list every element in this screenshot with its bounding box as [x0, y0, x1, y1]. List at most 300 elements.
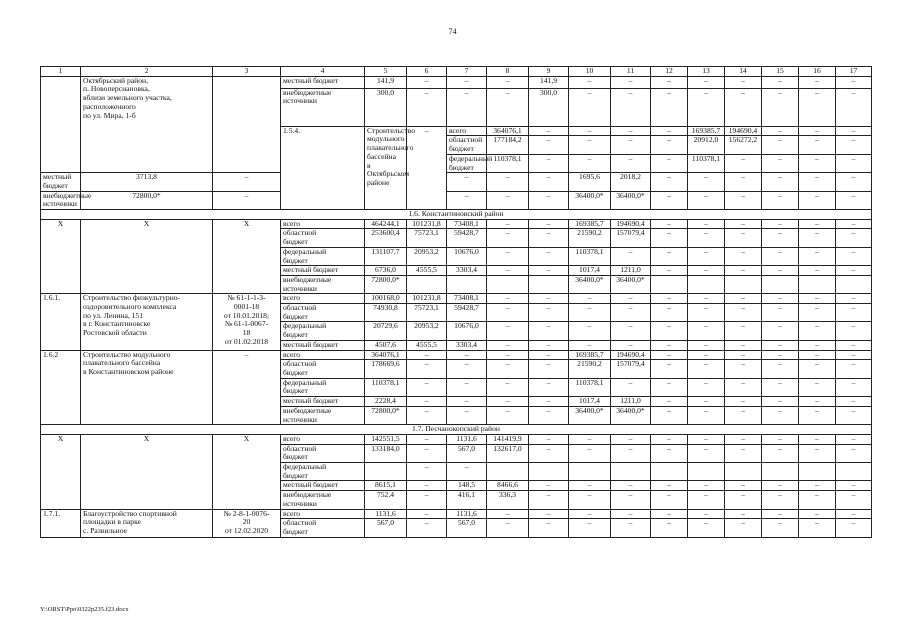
amount-cell: 364076,1	[365, 350, 407, 360]
amount-cell: –	[762, 76, 799, 88]
document-ref: № 2-8-1-0076- 20 от 12.02.2020	[213, 509, 281, 537]
amount-cell: –	[836, 247, 872, 265]
amount-cell: –	[725, 191, 762, 209]
amount-cell: 20912,0	[688, 136, 725, 154]
amount-cell: –	[611, 322, 651, 340]
document-ref: –	[213, 350, 281, 425]
amount-cell: –	[487, 229, 529, 247]
amount-cell: –	[529, 378, 569, 396]
amount-cell: 1131,6	[365, 509, 407, 519]
amount-cell: 141,9	[529, 76, 569, 88]
amount-cell: –	[529, 397, 569, 407]
amount-cell: 131107,7	[365, 247, 407, 265]
amount-cell: –	[799, 304, 836, 322]
amount-cell: –	[799, 294, 836, 304]
amount-cell: –	[447, 191, 487, 209]
amount-cell: –	[447, 406, 487, 424]
amount-cell: –	[529, 340, 569, 350]
amount-cell: –	[651, 76, 688, 88]
amount-cell: 6736,0	[365, 266, 407, 276]
amount-cell: –	[725, 229, 762, 247]
amount-cell: –	[762, 397, 799, 407]
column-number: 5	[365, 67, 407, 77]
amount-cell: –	[651, 397, 688, 407]
funding-source: всего	[281, 509, 365, 519]
amount-cell	[799, 463, 836, 481]
amount-cell: –	[688, 229, 725, 247]
amount-cell: –	[611, 247, 651, 265]
amount-cell: –	[651, 126, 688, 136]
item-number: 1.7.1.	[41, 509, 81, 537]
amount-cell: –	[836, 350, 872, 360]
amount-cell: –	[569, 322, 611, 340]
amount-cell: –	[407, 519, 447, 537]
amount-cell: –	[569, 434, 611, 444]
funding-source: всего	[447, 126, 487, 136]
amount-cell: 2018,2	[611, 173, 651, 191]
amount-cell: –	[688, 76, 725, 88]
amount-cell: –	[762, 360, 799, 378]
amount-cell: 364076,1	[487, 126, 529, 136]
amount-cell: –	[836, 322, 872, 340]
amount-cell: –	[762, 509, 799, 519]
amount-cell	[365, 463, 407, 481]
amount-cell: 72800,0*	[365, 406, 407, 424]
amount-cell: –	[529, 247, 569, 265]
amount-cell: –	[611, 434, 651, 444]
amount-cell: –	[836, 304, 872, 322]
amount-cell: 1211,0	[611, 397, 651, 407]
amount-cell: –	[836, 136, 872, 154]
amount-cell: 194690,4	[611, 350, 651, 360]
amount-cell: –	[651, 247, 688, 265]
amount-cell: 101231,8	[407, 294, 447, 304]
amount-cell: –	[725, 247, 762, 265]
table-row	[41, 191, 872, 209]
funding-source: внебюджетные источники	[281, 406, 365, 424]
amount-cell: –	[688, 219, 725, 229]
amount-cell: –	[611, 509, 651, 519]
column-number: 15	[762, 67, 799, 77]
amount-cell: –	[487, 219, 529, 229]
funding-source: областной бюджет	[281, 304, 365, 322]
amount-cell: –	[688, 304, 725, 322]
table-row	[41, 173, 872, 191]
funding-source: всего	[281, 294, 365, 304]
amount-cell: 169385,7	[569, 219, 611, 229]
amount-cell: 336,3	[487, 491, 529, 509]
amount-cell: –	[651, 304, 688, 322]
amount-cell: –	[611, 76, 651, 88]
amount-cell: 20729,6	[365, 322, 407, 340]
amount-cell: –	[447, 173, 487, 191]
amount-cell: –	[529, 136, 569, 154]
amount-cell: –	[447, 397, 487, 407]
amount-cell: –	[725, 509, 762, 519]
amount-cell: 1131,6	[447, 509, 487, 519]
item-number: Х	[41, 434, 81, 509]
amount-cell: –	[651, 322, 688, 340]
item-name: Х	[81, 219, 213, 294]
amount-cell: –	[651, 294, 688, 304]
table-row	[41, 350, 872, 360]
amount-cell: –	[407, 350, 447, 360]
amount-cell: 157079,4	[611, 360, 651, 378]
amount-cell: –	[688, 509, 725, 519]
budget-table	[40, 66, 872, 538]
amount-cell: –	[725, 519, 762, 537]
amount-cell: –	[529, 322, 569, 340]
amount-cell: –	[569, 304, 611, 322]
amount-cell: –	[725, 350, 762, 360]
amount-cell: 157079,4	[611, 229, 651, 247]
amount-cell: 72800,0*	[81, 191, 213, 209]
amount-cell: 132617,0	[487, 444, 529, 462]
amount-cell: –	[836, 154, 872, 172]
amount-cell: 4507,6	[365, 340, 407, 350]
amount-cell: 178669,6	[365, 360, 407, 378]
amount-cell: –	[407, 481, 447, 491]
amount-cell: –	[611, 136, 651, 154]
funding-source: местный бюджет	[281, 266, 365, 276]
amount-cell: –	[651, 519, 688, 537]
amount-cell: –	[688, 406, 725, 424]
amount-cell: –	[799, 136, 836, 154]
amount-cell: –	[688, 481, 725, 491]
column-number: 11	[611, 67, 651, 77]
amount-cell: –	[799, 434, 836, 444]
amount-cell: –	[762, 136, 799, 154]
amount-cell: –	[762, 322, 799, 340]
amount-cell: –	[651, 154, 688, 172]
table-row	[41, 434, 872, 444]
document-ref: Х	[213, 434, 281, 509]
amount-cell: –	[529, 434, 569, 444]
table-row	[41, 509, 872, 519]
amount-cell: –	[836, 397, 872, 407]
amount-cell: –	[688, 173, 725, 191]
amount-cell: 110378,1	[487, 154, 529, 172]
section-heading-row	[41, 425, 872, 435]
amount-cell: –	[569, 340, 611, 350]
amount-cell: –	[529, 219, 569, 229]
amount-cell: –	[487, 378, 529, 396]
amount-cell: 752,4	[365, 491, 407, 509]
amount-cell: –	[688, 378, 725, 396]
column-number: 17	[836, 67, 872, 77]
item-name: Октябрьский район, п. Новоперсиановка, вблизи земельного участка, расположенного по ул. Мира, 1-б	[81, 76, 213, 173]
amount-cell: –	[725, 481, 762, 491]
funding-source: областной бюджет	[447, 136, 487, 154]
amount-cell: 300,0	[365, 88, 407, 126]
amount-cell: –	[487, 266, 529, 276]
amount-cell: 156272,2	[725, 136, 762, 154]
amount-cell: –	[762, 491, 799, 509]
amount-cell: –	[651, 266, 688, 276]
funding-source: областной бюджет	[281, 444, 365, 462]
amount-cell: 20953,2	[407, 322, 447, 340]
amount-cell: –	[836, 519, 872, 537]
funding-source: внебюджетные источники	[41, 191, 81, 209]
amount-cell: –	[725, 491, 762, 509]
page-number: 74	[448, 27, 457, 36]
amount-cell: –	[651, 350, 688, 360]
amount-cell: –	[529, 350, 569, 360]
amount-cell: –	[799, 350, 836, 360]
amount-cell: 36400,0*	[611, 191, 651, 209]
file-path-footer: Y:\ORST\Ppo\0322p235.f23.docx	[40, 606, 129, 613]
amount-cell: –	[725, 360, 762, 378]
amount-cell: –	[487, 322, 529, 340]
amount-cell: –	[407, 76, 447, 88]
amount-cell: –	[447, 350, 487, 360]
amount-cell: 36400,0*	[611, 406, 651, 424]
amount-cell: 253600,4	[365, 229, 407, 247]
section-heading-row	[41, 210, 872, 220]
amount-cell	[529, 463, 569, 481]
column-number: 1	[41, 67, 81, 77]
amount-cell: 3713,8	[81, 173, 213, 191]
amount-cell: –	[529, 126, 569, 136]
amount-cell: –	[529, 304, 569, 322]
item-number: 1.6.1.	[41, 294, 81, 350]
amount-cell: –	[529, 294, 569, 304]
amount-cell: 21590,2	[569, 360, 611, 378]
amount-cell: –	[487, 294, 529, 304]
amount-cell: 567,0	[447, 519, 487, 537]
amount-cell: 100168,0	[365, 294, 407, 304]
amount-cell	[651, 463, 688, 481]
amount-cell: –	[529, 481, 569, 491]
amount-cell: –	[836, 509, 872, 519]
item-number	[41, 76, 81, 173]
amount-cell: –	[762, 88, 799, 126]
column-number: 10	[569, 67, 611, 77]
amount-cell: –	[762, 229, 799, 247]
amount-cell: –	[447, 360, 487, 378]
amount-cell: 3303,4	[447, 340, 487, 350]
amount-cell: –	[529, 406, 569, 424]
amount-cell: 110378,1	[688, 154, 725, 172]
amount-cell: 2228,4	[365, 397, 407, 407]
amount-cell: –	[836, 191, 872, 209]
amount-cell: –	[569, 519, 611, 537]
amount-cell: –	[799, 76, 836, 88]
item-name: Х	[81, 434, 213, 509]
amount-cell	[688, 275, 725, 293]
amount-cell: 8466,6	[487, 481, 529, 491]
amount-cell	[487, 275, 529, 293]
document-ref: –	[407, 126, 447, 209]
amount-cell: –	[611, 340, 651, 350]
amount-cell: –	[799, 340, 836, 350]
amount-cell: –	[487, 406, 529, 424]
amount-cell	[725, 275, 762, 293]
amount-cell: –	[487, 304, 529, 322]
amount-cell: –	[529, 154, 569, 172]
table-row	[41, 76, 872, 88]
amount-cell: –	[651, 191, 688, 209]
document-ref: № 61-1-1-3- 0001-18 от 10.01.2018; № 61-1-0067- 18 от 01.02.2018	[213, 294, 281, 350]
amount-cell: –	[529, 173, 569, 191]
document-ref: Х	[213, 219, 281, 294]
amount-cell: –	[762, 294, 799, 304]
amount-cell: –	[611, 88, 651, 126]
amount-cell: –	[569, 509, 611, 519]
amount-cell	[799, 275, 836, 293]
column-number: 9	[529, 67, 569, 77]
column-number: 12	[651, 67, 688, 77]
amount-cell	[569, 463, 611, 481]
amount-cell: –	[762, 304, 799, 322]
amount-cell: –	[447, 88, 487, 126]
amount-cell: –	[407, 509, 447, 519]
amount-cell	[651, 275, 688, 293]
amount-cell: –	[836, 434, 872, 444]
amount-cell: 141419,9	[487, 434, 529, 444]
amount-cell: –	[447, 378, 487, 396]
amount-cell: –	[529, 509, 569, 519]
amount-cell: –	[836, 126, 872, 136]
column-number: 3	[213, 67, 281, 77]
amount-cell: –	[725, 397, 762, 407]
amount-cell	[688, 463, 725, 481]
amount-cell: –	[569, 154, 611, 172]
amount-cell: –	[213, 173, 281, 191]
item-name: Строительство модульного плавательного бассейна в Константиновском районе	[81, 350, 213, 425]
amount-cell: –	[611, 294, 651, 304]
funding-source: местный бюджет	[281, 481, 365, 491]
amount-cell: 101231,8	[407, 219, 447, 229]
amount-cell: –	[799, 266, 836, 276]
amount-cell: –	[725, 294, 762, 304]
amount-cell: –	[611, 491, 651, 509]
amount-cell: –	[725, 406, 762, 424]
amount-cell: –	[836, 481, 872, 491]
amount-cell: 72800,0*	[365, 275, 407, 293]
amount-cell: –	[407, 444, 447, 462]
amount-cell: –	[688, 88, 725, 126]
amount-cell: 416,1	[447, 491, 487, 509]
amount-cell	[529, 275, 569, 293]
amount-cell: –	[651, 509, 688, 519]
amount-cell: –	[799, 229, 836, 247]
section-heading: 1.6. Константиновский район	[41, 210, 872, 220]
amount-cell: 169385,7	[688, 126, 725, 136]
amount-cell: –	[836, 294, 872, 304]
amount-cell: 1017,4	[569, 266, 611, 276]
amount-cell	[407, 275, 447, 293]
amount-cell: –	[447, 76, 487, 88]
amount-cell: –	[725, 76, 762, 88]
amount-cell: –	[762, 350, 799, 360]
amount-cell: –	[487, 191, 529, 209]
amount-cell: 169385,7	[569, 350, 611, 360]
amount-cell: –	[799, 491, 836, 509]
amount-cell: –	[487, 397, 529, 407]
funding-source: федеральный бюджет	[281, 247, 365, 265]
amount-cell: –	[611, 519, 651, 537]
amount-cell: 73408,1	[447, 219, 487, 229]
amount-cell: –	[569, 444, 611, 462]
funding-source: областной бюджет	[281, 229, 365, 247]
amount-cell	[836, 463, 872, 481]
amount-cell	[836, 275, 872, 293]
amount-cell: –	[569, 88, 611, 126]
amount-cell: –	[836, 88, 872, 126]
amount-cell: –	[762, 434, 799, 444]
amount-cell: –	[836, 444, 872, 462]
funding-source: внебюджетные источники	[281, 88, 365, 126]
amount-cell: –	[762, 519, 799, 537]
column-number: 8	[487, 67, 529, 77]
amount-cell: –	[407, 463, 447, 481]
amount-cell: –	[487, 76, 529, 88]
amount-cell: –	[688, 444, 725, 462]
amount-cell: –	[569, 136, 611, 154]
amount-cell: –	[407, 491, 447, 509]
amount-cell: –	[762, 266, 799, 276]
amount-cell: 20953,2	[407, 247, 447, 265]
amount-cell: –	[529, 229, 569, 247]
amount-cell: –	[836, 229, 872, 247]
funding-source: всего	[281, 219, 365, 229]
amount-cell: 36400,0*	[569, 191, 611, 209]
amount-cell: –	[487, 247, 529, 265]
amount-cell: 110378,1	[365, 378, 407, 396]
funding-source: местный бюджет	[41, 173, 81, 191]
amount-cell	[611, 463, 651, 481]
amount-cell: –	[836, 219, 872, 229]
amount-cell: 4555,5	[407, 266, 447, 276]
amount-cell: –	[799, 378, 836, 396]
amount-cell: –	[611, 126, 651, 136]
amount-cell: –	[725, 154, 762, 172]
column-number: 14	[725, 67, 762, 77]
amount-cell: –	[611, 444, 651, 462]
item-number: 1.6.2	[41, 350, 81, 425]
amount-cell: –	[799, 444, 836, 462]
amount-cell: 1017,4	[569, 397, 611, 407]
amount-cell: –	[688, 491, 725, 509]
amount-cell: –	[725, 444, 762, 462]
amount-cell: –	[762, 406, 799, 424]
amount-cell: –	[799, 88, 836, 126]
amount-cell: –	[762, 247, 799, 265]
amount-cell: –	[569, 481, 611, 491]
amount-cell: –	[611, 378, 651, 396]
amount-cell: –	[836, 406, 872, 424]
column-number: 7	[447, 67, 487, 77]
amount-cell	[725, 463, 762, 481]
amount-cell: –	[725, 322, 762, 340]
amount-cell: –	[762, 378, 799, 396]
amount-cell: –	[611, 481, 651, 491]
funding-source: всего	[281, 350, 365, 360]
amount-cell: –	[688, 360, 725, 378]
amount-cell: 59428,7	[447, 304, 487, 322]
amount-cell: –	[651, 360, 688, 378]
amount-cell: –	[487, 519, 529, 537]
amount-cell	[487, 463, 529, 481]
amount-cell: –	[651, 340, 688, 350]
amount-cell: –	[487, 360, 529, 378]
amount-cell: 194690,4	[725, 126, 762, 136]
amount-cell: 1211,0	[611, 266, 651, 276]
amount-cell	[762, 275, 799, 293]
amount-cell: –	[799, 126, 836, 136]
amount-cell: –	[529, 444, 569, 462]
